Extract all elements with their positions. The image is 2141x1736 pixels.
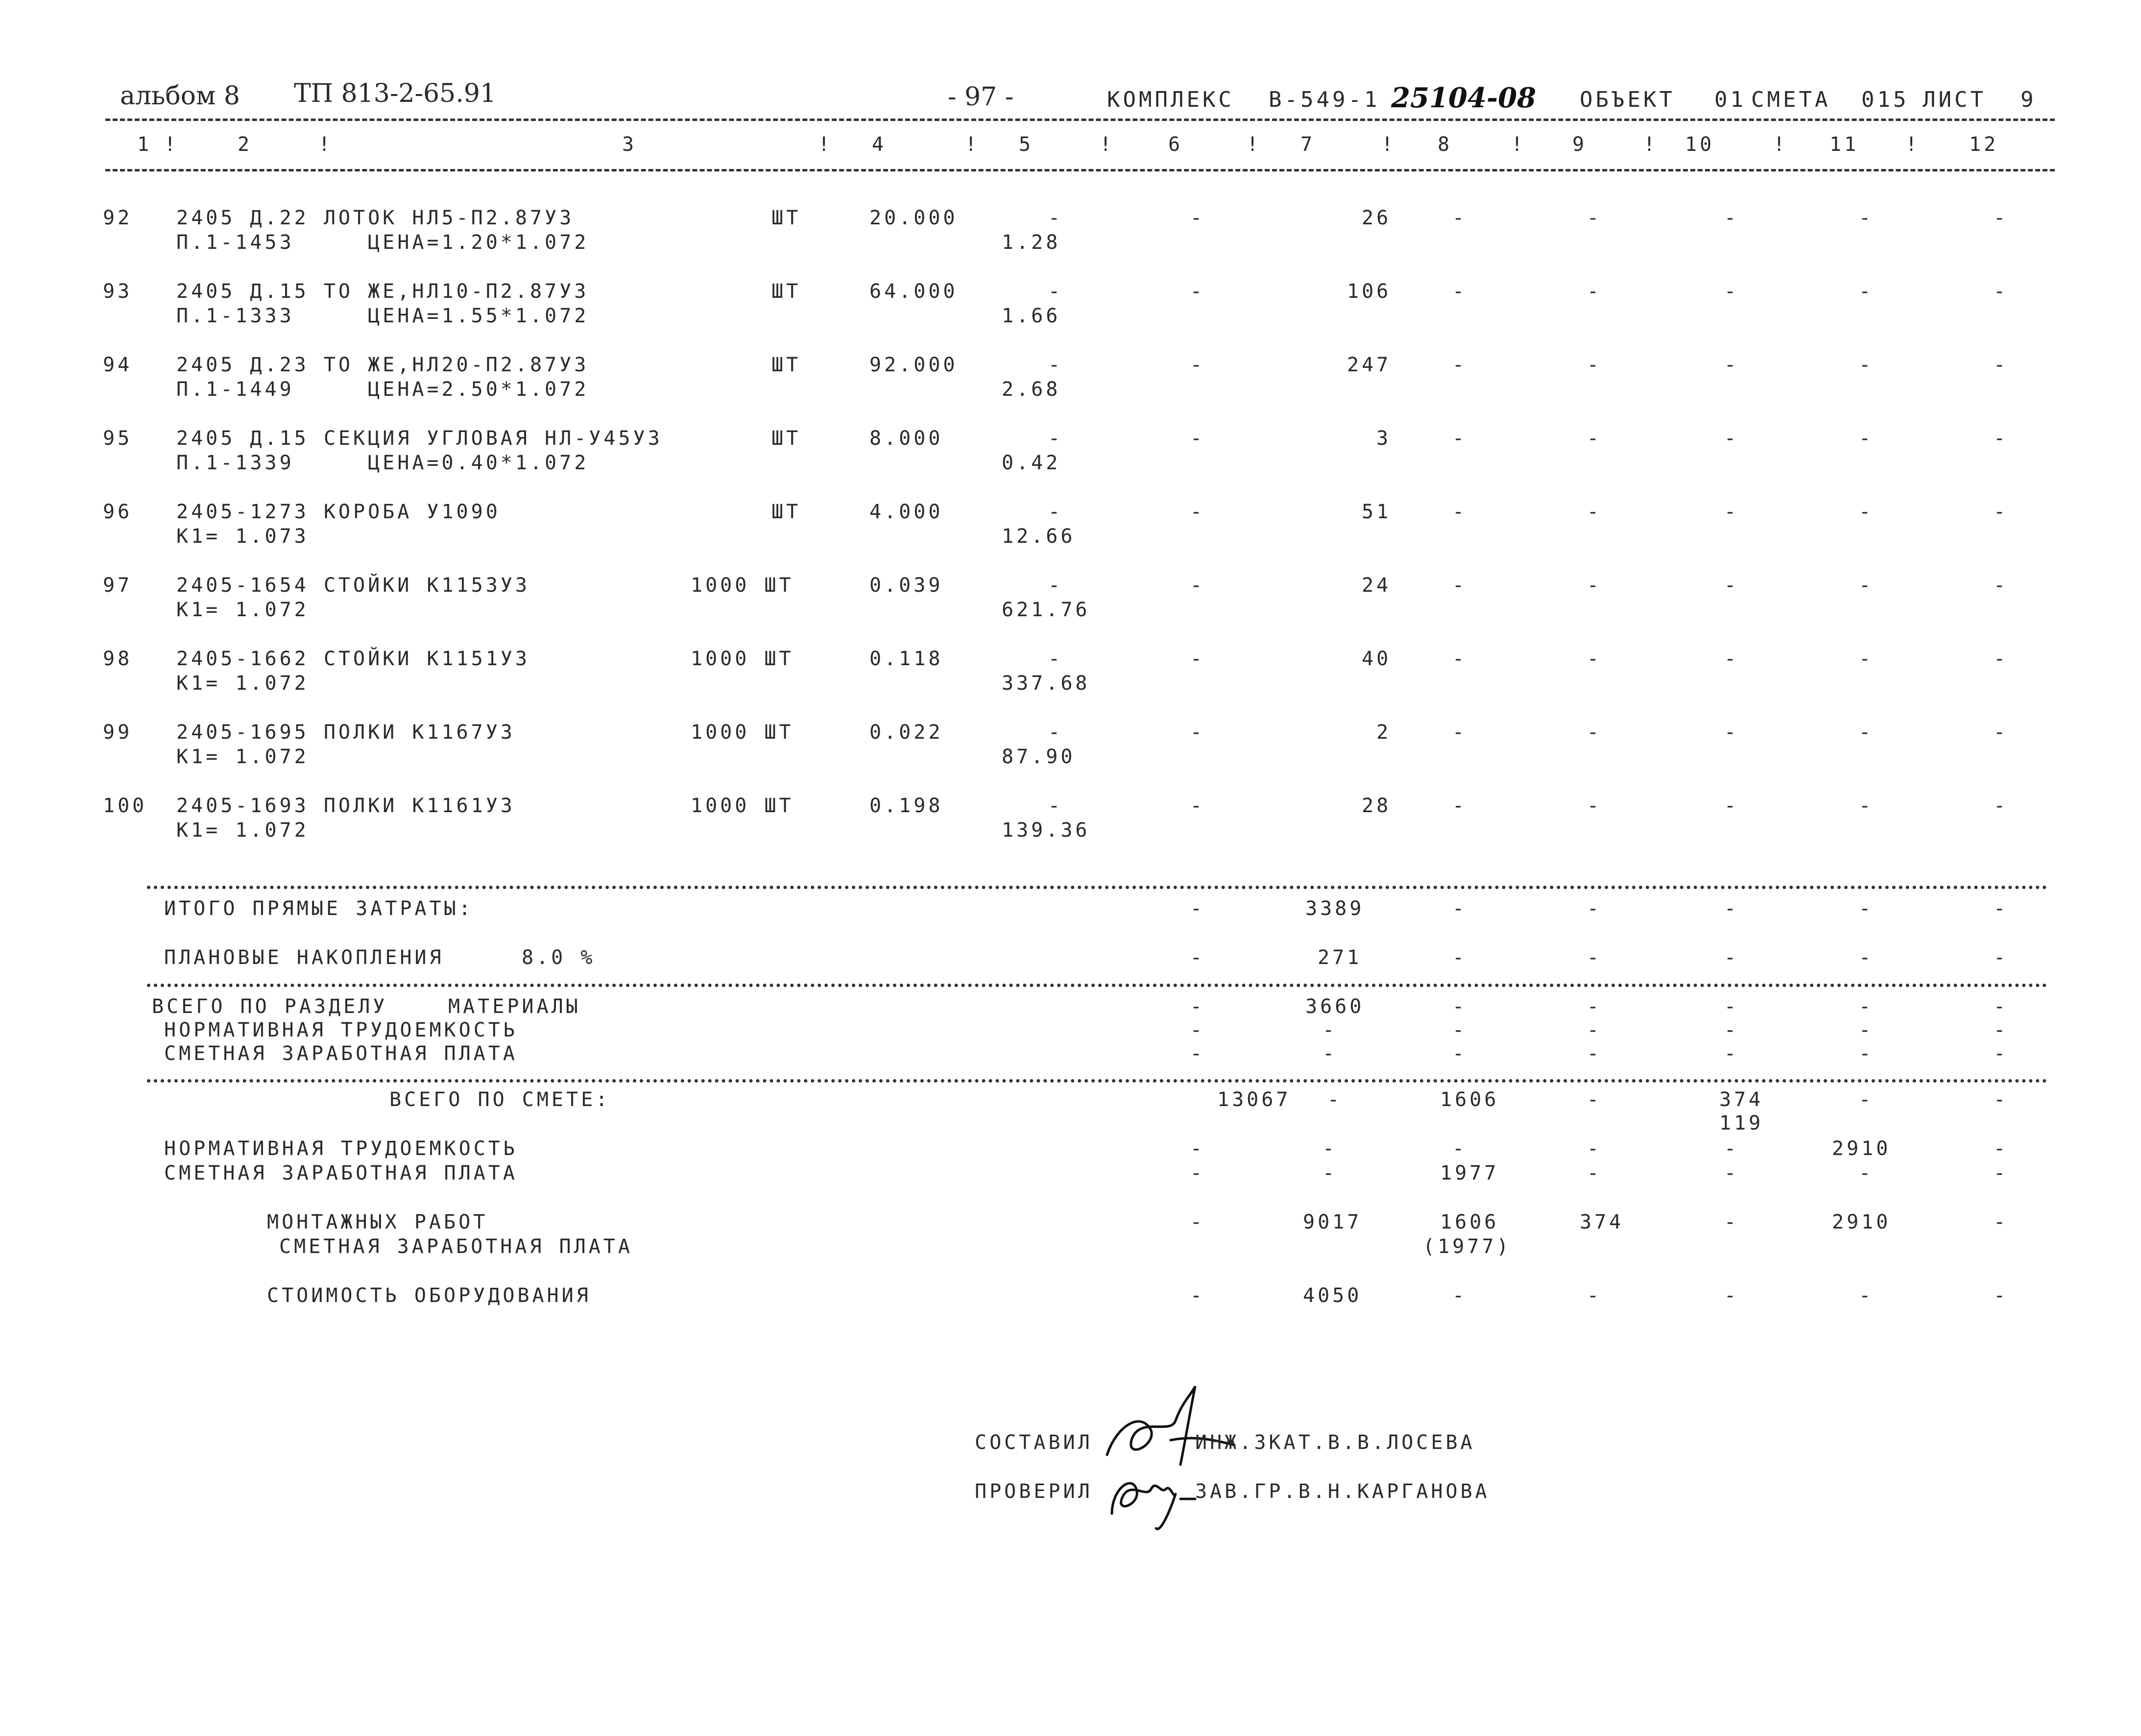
cell-c11: -	[1859, 574, 1874, 597]
estimate-equip-c7: 4050	[1303, 1284, 1362, 1307]
cell-c6: -	[1190, 721, 1205, 744]
cell-unit: ШТ	[771, 354, 801, 376]
cell-c9: -	[1587, 648, 1602, 670]
section-r3-c8: -	[1452, 1042, 1467, 1065]
planned-c10: -	[1724, 946, 1739, 969]
estimate-labor-c12: -	[1994, 1137, 2009, 1160]
cell-c5b: 1.28	[1002, 231, 1061, 254]
section-r2-c8: -	[1452, 1019, 1467, 1041]
cell-c8: -	[1452, 574, 1467, 597]
section-wage-label: СМЕТНАЯ ЗАРАБОТНАЯ ПЛАТА	[164, 1042, 518, 1065]
tp-code: ТП 813-2-65.91	[294, 79, 496, 108]
cell-l1: 2405 Д.23 ТО ЖЕ,НЛ20-П2.87У3	[176, 354, 589, 376]
cell-c9: -	[1587, 795, 1602, 817]
header-rule-bottom	[105, 169, 2055, 171]
direct-c7: 3389	[1305, 897, 1365, 920]
compiled-by: ИНЖ.3КАТ.В.В.ЛОСЕВА	[1195, 1431, 1475, 1454]
object-label: ОБЪЕКТ	[1580, 87, 1675, 112]
estimate-c9: -	[1587, 1088, 1602, 1111]
section-r2-c12: -	[1994, 1019, 2009, 1041]
cell-c9: -	[1587, 280, 1602, 303]
planned-c6: -	[1190, 946, 1205, 969]
estimate-c7: -	[1327, 1088, 1343, 1111]
dotted-separator-2	[147, 984, 2047, 987]
estimate-c6: 13067	[1217, 1088, 1291, 1111]
direct-c12: -	[1994, 897, 2009, 920]
direct-costs-label: ИТОГО ПРЯМЫЕ ЗАТРАТЫ:	[164, 897, 474, 920]
cell-l1: 2405-1693 ПОЛКИ К1161У3	[176, 795, 515, 817]
cell-l2: П.1-1453 ЦЕНА=1.20*1.072	[176, 231, 589, 254]
direct-c9: -	[1587, 897, 1602, 920]
col-9: 9	[1572, 133, 1588, 156]
estimate-c11: -	[1859, 1088, 1874, 1111]
cell-c8: -	[1452, 427, 1467, 450]
estimate-c8: 1606	[1440, 1088, 1499, 1111]
section-r1-c8: -	[1452, 995, 1467, 1018]
cell-c5a: -	[1048, 648, 1063, 670]
section-r2-c11: -	[1859, 1019, 1874, 1041]
cell-c9: -	[1587, 354, 1602, 376]
header-rule-top	[105, 119, 2055, 121]
direct-c11: -	[1859, 897, 1874, 920]
cell-c10: -	[1724, 280, 1739, 303]
cell-c5a: -	[1048, 354, 1063, 376]
estimate-install-c6: -	[1190, 1211, 1205, 1233]
cell-c6: -	[1190, 280, 1205, 303]
cell-c10: -	[1724, 795, 1739, 817]
col-11: 11	[1829, 133, 1859, 156]
cell-c8: -	[1452, 648, 1467, 670]
cell-no: 100	[103, 795, 147, 817]
cell-c9: -	[1587, 207, 1602, 229]
sheet-number: 9	[2021, 87, 2037, 112]
cell-c7: 28	[1362, 795, 1392, 817]
cell-c12: -	[1994, 354, 2009, 376]
cell-c5a: -	[1048, 207, 1063, 229]
cell-l2: К1= 1.072	[176, 599, 309, 621]
estimate-labor-c11: 2910	[1832, 1137, 1891, 1160]
cell-l2: П.1-1449 ЦЕНА=2.50*1.072	[176, 378, 589, 401]
cell-c12: -	[1994, 648, 2009, 670]
cell-c8: -	[1452, 354, 1467, 376]
estimate-labor-c9: -	[1587, 1137, 1602, 1160]
estimate-wage-c9: -	[1587, 1162, 1602, 1184]
cell-c12: -	[1994, 427, 2009, 450]
section-r1-c7: 3660	[1305, 995, 1365, 1018]
section-r2-c7: -	[1323, 1019, 1338, 1041]
cell-unit: 1000 ШТ	[691, 721, 794, 744]
cell-c8: -	[1452, 795, 1467, 817]
estimate-c12: -	[1994, 1088, 2009, 1111]
page-number: - 97 -	[948, 82, 1014, 112]
estimate-c10: 374	[1719, 1088, 1764, 1111]
dotted-separator-3	[147, 1079, 2047, 1083]
direct-c6: -	[1190, 897, 1205, 920]
cell-c6: -	[1190, 427, 1205, 450]
estimate-install-c9: 374	[1580, 1211, 1624, 1233]
section-r3-c12: -	[1994, 1042, 2009, 1065]
cell-l2: К1= 1.072	[176, 672, 309, 695]
cell-qty: 0.198	[869, 795, 943, 817]
col-4: 4	[872, 133, 887, 156]
cell-l2: П.1-1333 ЦЕНА=1.55*1.072	[176, 305, 589, 327]
estimate-equip-c8: -	[1452, 1284, 1467, 1307]
complex-label: КОМПЛЕКС	[1107, 87, 1234, 112]
cell-l2: П.1-1339 ЦЕНА=0.40*1.072	[176, 452, 589, 474]
cell-c5a: -	[1048, 427, 1063, 450]
cell-c7: 24	[1362, 574, 1392, 597]
cell-c7: 2	[1376, 721, 1392, 744]
estimate-equip-c10: -	[1724, 1284, 1739, 1307]
estimate-wage-c6: -	[1190, 1162, 1205, 1184]
cell-unit: 1000 ШТ	[691, 795, 794, 817]
section-labor-label: НОРМАТИВНАЯ ТРУДОЕМКОСТЬ	[164, 1019, 518, 1041]
cell-c7: 3	[1376, 427, 1392, 450]
complex-code: В-549-1	[1269, 87, 1380, 112]
cell-c10: -	[1724, 648, 1739, 670]
planned-c12: -	[1994, 946, 2009, 969]
estimate-wage-c10: -	[1724, 1162, 1739, 1184]
cell-c5b: 621.76	[1002, 599, 1090, 621]
cell-c5a: -	[1048, 501, 1063, 523]
cell-c10: -	[1724, 354, 1739, 376]
cell-c8: -	[1452, 501, 1467, 523]
planned-percent: 8.0 %	[522, 946, 596, 969]
cell-c10: -	[1724, 721, 1739, 744]
cell-l1: 2405-1654 СТОЙКИ К1153У3	[176, 574, 530, 597]
section-r3-c9: -	[1587, 1042, 1602, 1065]
col-5: 5	[1019, 133, 1034, 156]
cell-c11: -	[1859, 354, 1874, 376]
cell-c7: 26	[1362, 207, 1392, 229]
estimate-install-c12: -	[1994, 1211, 2009, 1233]
estimate-label: СМЕТА	[1751, 87, 1831, 112]
col-12: 12	[1969, 133, 1999, 156]
planned-c11: -	[1859, 946, 1874, 969]
cell-c8: -	[1452, 207, 1467, 229]
estimate-wage-c11: -	[1859, 1162, 1874, 1184]
cell-c7: 106	[1347, 280, 1392, 303]
col-8: 8	[1438, 133, 1453, 156]
album-label: альбом 8	[120, 81, 241, 111]
section-total-materials: МАТЕРИАЛЫ	[448, 995, 581, 1018]
estimate-install-c7: 9017	[1303, 1211, 1362, 1233]
cell-c12: -	[1994, 795, 2009, 817]
estimate-wage-label: СМЕТНАЯ ЗАРАБОТНАЯ ПЛАТА	[164, 1162, 518, 1184]
checked-label: ПРОВЕРИЛ	[975, 1480, 1093, 1503]
cell-c5a: -	[1048, 574, 1063, 597]
col-10: 10	[1685, 133, 1715, 156]
cell-c11: -	[1859, 501, 1874, 523]
section-r1-c12: -	[1994, 995, 2009, 1018]
cell-c9: -	[1587, 427, 1602, 450]
section-r2-c6: -	[1190, 1019, 1205, 1041]
estimate-wage-c12: -	[1994, 1162, 2009, 1184]
cell-l1: 2405-1273 КОРОБА У1090	[176, 501, 501, 523]
cell-unit: 1000 ШТ	[691, 648, 794, 670]
estimate-labor-c6: -	[1190, 1137, 1205, 1160]
section-r3-c6: -	[1190, 1042, 1205, 1065]
cell-no: 96	[103, 501, 133, 523]
cell-l1: 2405 Д.15 ТО ЖЕ,НЛ10-П2.87У3	[176, 280, 589, 303]
installation-label: МОНТАЖНЫХ РАБОТ	[267, 1211, 488, 1233]
dotted-separator-1	[147, 886, 2047, 889]
sheet-label: ЛИСТ	[1923, 87, 1986, 112]
planned-c9: -	[1587, 946, 1602, 969]
cell-c12: -	[1994, 207, 2009, 229]
cell-qty: 92.000	[869, 354, 958, 376]
estimate-equip-c9: -	[1587, 1284, 1602, 1307]
cell-c11: -	[1859, 795, 1874, 817]
equipment-cost-label: СТОИМОСТЬ ОБОРУДОВАНИЯ	[267, 1284, 591, 1307]
cell-no: 94	[103, 354, 133, 376]
cell-c10: -	[1724, 501, 1739, 523]
cell-no: 98	[103, 648, 133, 670]
cell-c12: -	[1994, 280, 2009, 303]
cell-c11: -	[1859, 427, 1874, 450]
cell-c11: -	[1859, 721, 1874, 744]
cell-c5a: -	[1048, 721, 1063, 744]
cell-c9: -	[1587, 501, 1602, 523]
planned-c8: -	[1452, 946, 1467, 969]
estimate-equip-c11: -	[1859, 1284, 1874, 1307]
cell-c5a: -	[1048, 280, 1063, 303]
cell-l1: 2405-1662 СТОЙКИ К1151У3	[176, 648, 530, 670]
cell-c12: -	[1994, 501, 2009, 523]
estimate-c10-second: 119	[1719, 1112, 1764, 1134]
estimate-wage-c8: 1977	[1440, 1162, 1499, 1184]
col-3: 3	[622, 133, 637, 156]
section-r1-c6: -	[1190, 995, 1205, 1018]
col-7: 7	[1300, 133, 1316, 156]
cell-c5b: 12.66	[1002, 525, 1076, 548]
cell-c8: -	[1452, 280, 1467, 303]
cell-qty: 0.118	[869, 648, 943, 670]
cell-no: 92	[103, 207, 133, 229]
cell-l2: К1= 1.073	[176, 525, 309, 548]
cell-l1: 2405 Д.15 СЕКЦИЯ УГЛОВАЯ НЛ-У45У3	[176, 427, 663, 450]
estimate-install-c10: -	[1724, 1211, 1739, 1233]
planned-c7: 271	[1318, 946, 1362, 969]
direct-c8: -	[1452, 897, 1467, 920]
cell-c10: -	[1724, 207, 1739, 229]
section-r3-c11: -	[1859, 1042, 1874, 1065]
estimate-equip-c6: -	[1190, 1284, 1205, 1307]
cell-no: 97	[103, 574, 133, 597]
cell-unit: ШТ	[771, 501, 801, 523]
cell-qty: 64.000	[869, 280, 958, 303]
cell-c5b: 139.36	[1002, 819, 1090, 842]
col-2: 2	[238, 133, 253, 156]
cell-c8: -	[1452, 721, 1467, 744]
estimate-install-c11: 2910	[1832, 1211, 1891, 1233]
direct-c10: -	[1724, 897, 1739, 920]
estimate-wage-c7: -	[1323, 1162, 1338, 1184]
cell-c6: -	[1190, 648, 1205, 670]
cell-unit: ШТ	[771, 207, 801, 229]
cell-c9: -	[1587, 574, 1602, 597]
cell-c5b: 337.68	[1002, 672, 1090, 695]
cell-c5b: 0.42	[1002, 452, 1061, 474]
cell-c5a: -	[1048, 795, 1063, 817]
cell-l1: 2405-1695 ПОЛКИ К1167У3	[176, 721, 515, 744]
col-6: 6	[1168, 133, 1183, 156]
cell-c11: -	[1859, 280, 1874, 303]
section-r1-c9: -	[1587, 995, 1602, 1018]
object-number: 01	[1714, 87, 1746, 112]
section-total-label: ВСЕГО ПО РАЗДЕЛУ	[152, 995, 388, 1018]
cell-c11: -	[1859, 207, 1874, 229]
section-r2-c10: -	[1724, 1019, 1739, 1041]
cell-c9: -	[1587, 721, 1602, 744]
cell-c12: -	[1994, 574, 2009, 597]
compiled-label: СОСТАВИЛ	[975, 1431, 1093, 1454]
estimate-install-c8: 1606	[1440, 1211, 1499, 1233]
cell-no: 93	[103, 280, 133, 303]
cell-qty: 8.000	[869, 427, 943, 450]
cell-c10: -	[1724, 427, 1739, 450]
cell-qty: 4.000	[869, 501, 943, 523]
installation-wage-label: СМЕТНАЯ ЗАРАБОТНАЯ ПЛАТА	[279, 1235, 633, 1258]
cell-c7: 247	[1347, 354, 1392, 376]
cell-no: 95	[103, 427, 133, 450]
cell-c5b: 1.66	[1002, 305, 1061, 327]
section-r3-c7: -	[1323, 1042, 1338, 1065]
compiled-signature	[1097, 1367, 1244, 1474]
cell-l1: 2405 Д.22 ЛОТОК НЛ5-П2.87У3	[176, 207, 575, 229]
estimate-labor-c7: -	[1323, 1137, 1338, 1160]
cell-c10: -	[1724, 574, 1739, 597]
complex-handwritten-code: 25104-08	[1391, 82, 1536, 114]
estimate-labor-c8: -	[1452, 1137, 1467, 1160]
cell-qty: 20.000	[869, 207, 958, 229]
cell-c6: -	[1190, 795, 1205, 817]
cell-unit: ШТ	[771, 427, 801, 450]
cell-c6: -	[1190, 574, 1205, 597]
checked-signature	[1102, 1460, 1200, 1538]
section-r2-c9: -	[1587, 1019, 1602, 1041]
cell-no: 99	[103, 721, 133, 744]
cell-c5b: 87.90	[1002, 746, 1076, 768]
estimate-number: 015	[1861, 87, 1909, 112]
cell-c6: -	[1190, 207, 1205, 229]
cell-c12: -	[1994, 721, 2009, 744]
cell-c6: -	[1190, 501, 1205, 523]
cell-qty: 0.022	[869, 721, 943, 744]
cell-c7: 51	[1362, 501, 1392, 523]
estimate-labor-c10: -	[1724, 1137, 1739, 1160]
estimate-total-label: ВСЕГО ПО СМЕТЕ:	[389, 1088, 611, 1111]
cell-c7: 40	[1362, 648, 1392, 670]
cell-c6: -	[1190, 354, 1205, 376]
installation-wage-value: (1977)	[1423, 1235, 1512, 1258]
section-r1-c11: -	[1859, 995, 1874, 1018]
cell-l2: К1= 1.072	[176, 819, 309, 842]
planned-label: ПЛАНОВЫЕ НАКОПЛЕНИЯ	[164, 946, 444, 969]
checked-by: ЗАВ.ГР.В.Н.КАРГАНОВА	[1195, 1480, 1490, 1503]
section-r3-c10: -	[1724, 1042, 1739, 1065]
cell-c11: -	[1859, 648, 1874, 670]
cell-l2: К1= 1.072	[176, 746, 309, 768]
section-r1-c10: -	[1724, 995, 1739, 1018]
cell-unit: 1000 ШТ	[691, 574, 794, 597]
col-1: 1	[137, 133, 152, 156]
cell-c5b: 2.68	[1002, 378, 1061, 401]
cell-unit: ШТ	[771, 280, 801, 303]
estimate-labor-label: НОРМАТИВНАЯ ТРУДОЕМКОСТЬ	[164, 1137, 518, 1160]
estimate-equip-c12: -	[1994, 1284, 2009, 1307]
cell-qty: 0.039	[869, 574, 943, 597]
